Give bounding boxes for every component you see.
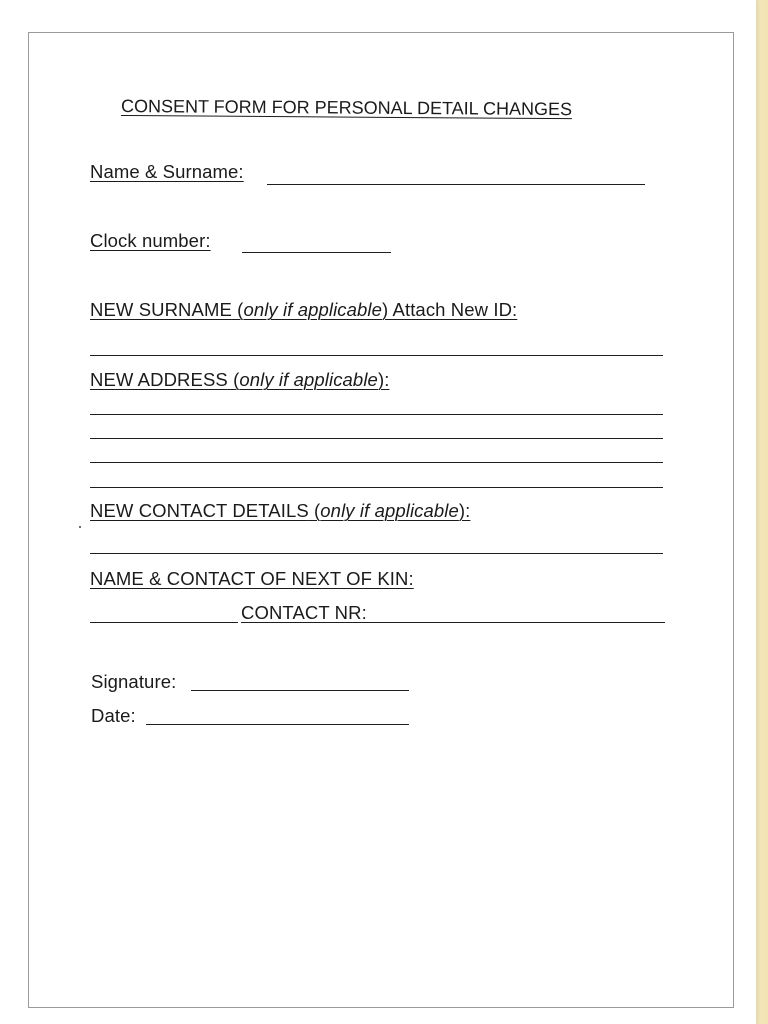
next-of-kin-label: NAME & CONTACT OF NEXT OF KIN: [90, 568, 414, 589]
new-surname-label: NEW SURNAME (only if applicable) Attach New ID: [90, 299, 518, 320]
new-contact-field[interactable] [90, 553, 663, 554]
new-surname-heading: NEW SURNAME [90, 299, 232, 320]
new-contact-qualifier: only if applicable [320, 500, 459, 521]
contact-nr-field[interactable] [241, 622, 665, 623]
signature-label: Signature: [91, 671, 177, 692]
next-of-kin-name-field[interactable] [90, 622, 238, 623]
new-surname-field[interactable] [90, 355, 663, 356]
new-contact-heading: NEW CONTACT DETAILS [90, 500, 309, 521]
form-title: CONSENT FORM FOR PERSONAL DETAIL CHANGES [120, 96, 573, 120]
date-label: Date: [91, 705, 136, 726]
new-address-label: NEW ADDRESS (only if applicable): [90, 369, 390, 390]
new-surname-qualifier: only if applicable [243, 299, 383, 320]
clock-number-field[interactable] [242, 252, 391, 253]
new-address-line-1[interactable] [90, 414, 663, 415]
new-address-line-2[interactable] [90, 438, 663, 439]
date-field[interactable] [146, 724, 409, 725]
attach-new-id-label: Attach New ID: [392, 299, 518, 320]
speck [79, 526, 81, 528]
signature-field[interactable] [191, 690, 409, 691]
clock-number-label: Clock number: [90, 230, 211, 251]
new-address-line-3[interactable] [90, 462, 663, 463]
new-contact-label: NEW CONTACT DETAILS (only if applicable): [90, 500, 471, 521]
new-address-heading: NEW ADDRESS [90, 369, 228, 390]
name-surname-field[interactable] [267, 184, 645, 185]
name-surname-label: Name & Surname: [90, 161, 244, 182]
new-address-line-4[interactable] [90, 487, 663, 488]
contact-nr-label: CONTACT NR: [241, 602, 367, 623]
new-address-qualifier: only if applicable [239, 369, 378, 390]
